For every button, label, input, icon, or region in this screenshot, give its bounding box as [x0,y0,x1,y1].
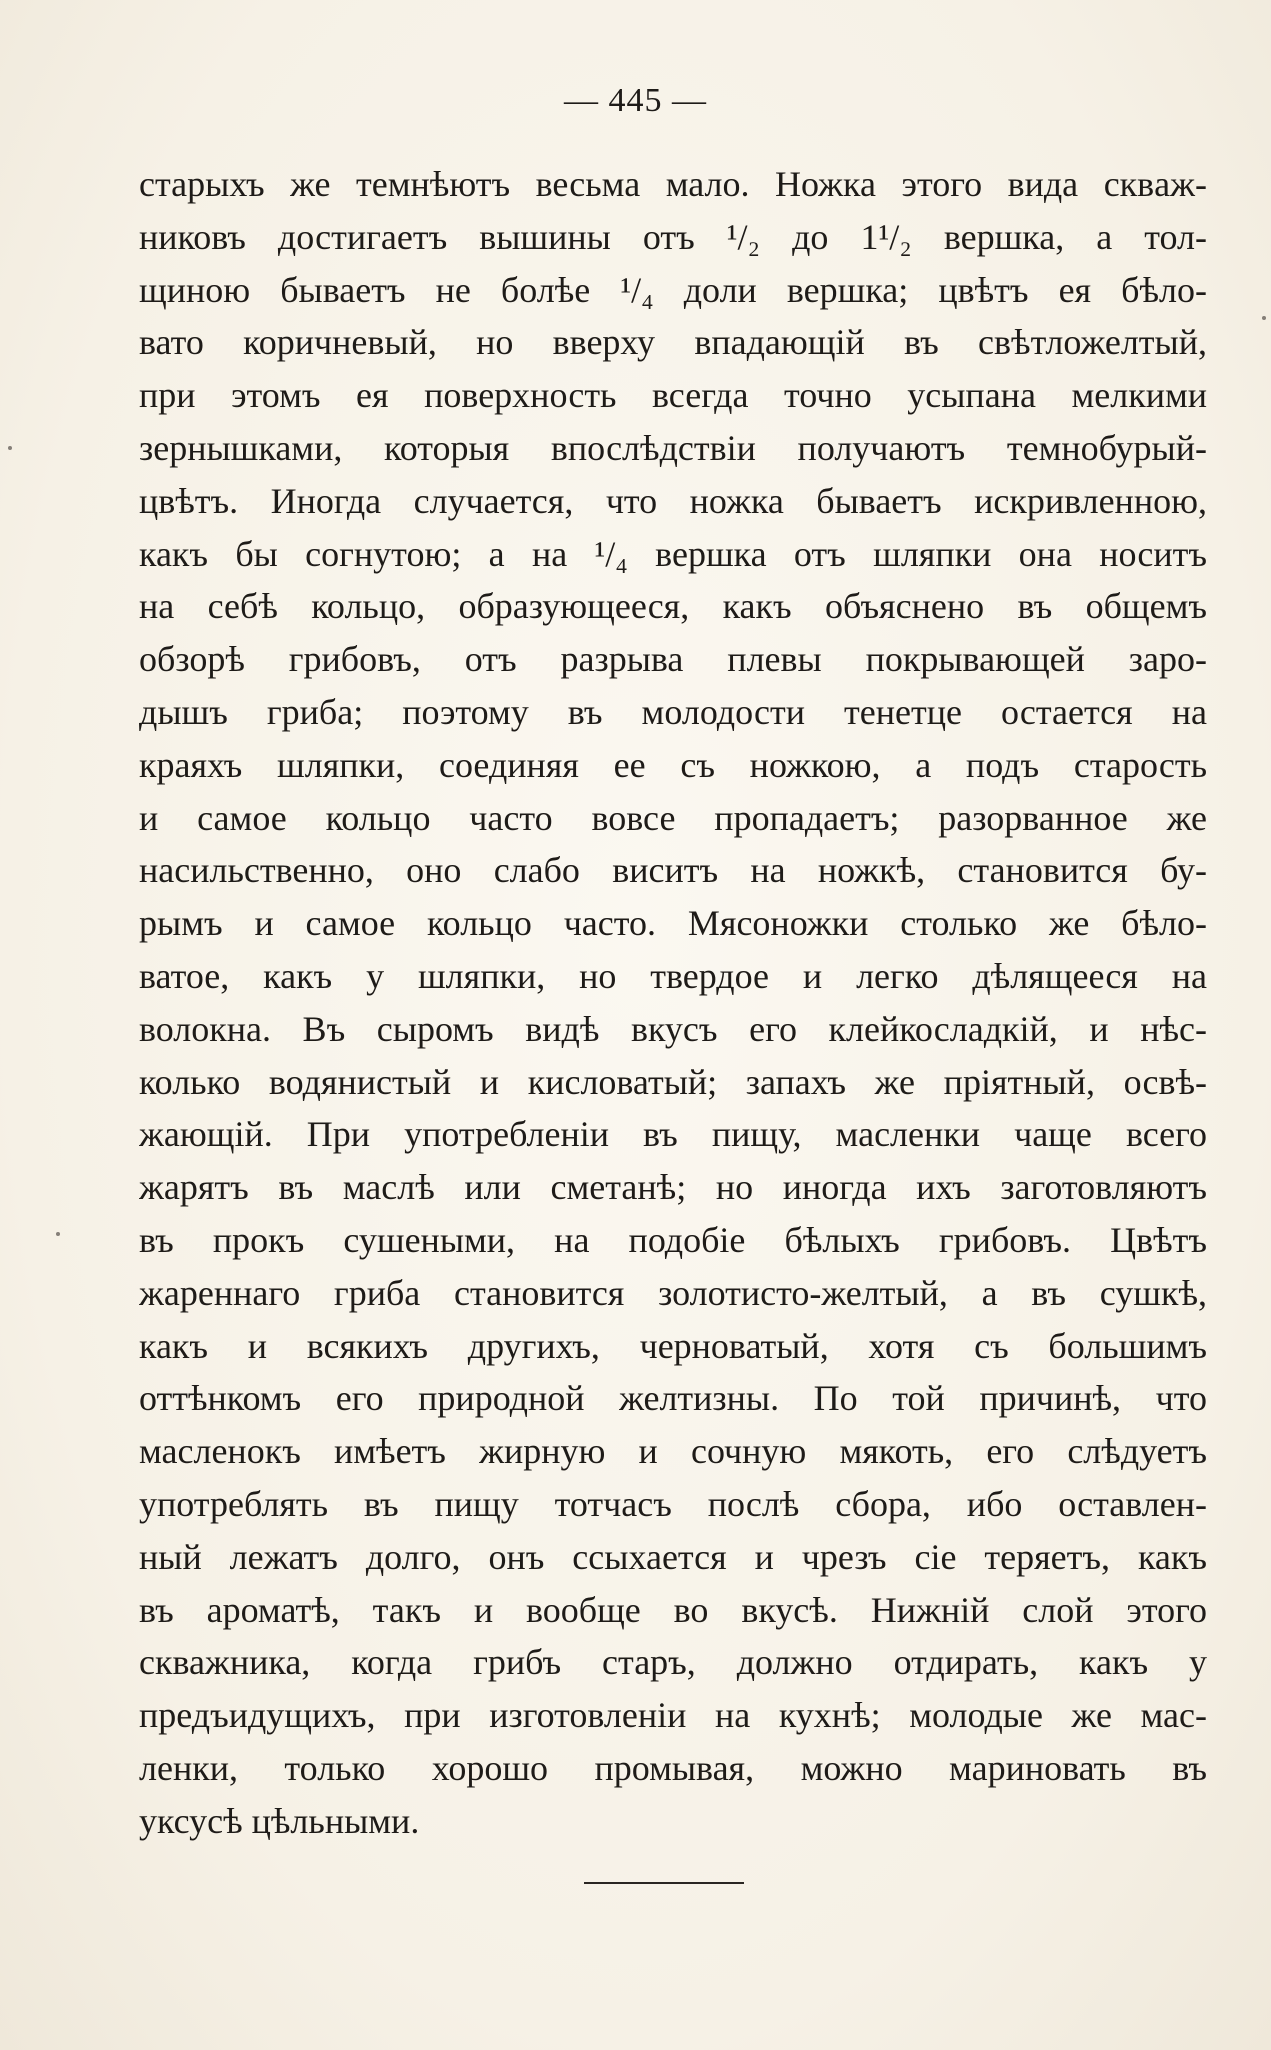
text-line: цвѣтъ. Иногда случается, что ножка бываетъ искривленною, [139,480,1207,521]
text-line: краяхъ шляпки, соединяя ее съ ножкою, а подъ старость [139,744,1207,785]
text-line: оттѣнкомъ его природной желтизны. По той причинѣ, что [139,1378,1207,1419]
speck-mark [8,446,12,450]
text-line: ленки, только хорошо промывая, можно мариновать въ [139,1747,1207,1788]
text-line: дышъ гриба; поэтому въ молодости тенетце остается на [139,691,1207,732]
text-line: при этомъ ея поверхность всегда точно усыпана мелкими [139,375,1207,416]
text-line: въ ароматѣ, такъ и вообще во вкусѣ. Нижній слой этого [139,1589,1207,1630]
text-line: какъ и всякихъ другихъ, черноватый, хотя съ большимъ [139,1325,1207,1366]
text-line: рымъ и самое кольцо часто. Мясоножки столько же бѣло- [139,903,1207,944]
text-line: щиною бываетъ не болѣе ¹/₄ доли вершка; цвѣтъ ея бѣло- [139,269,1207,310]
speck-mark [56,1232,60,1236]
end-rule [584,1882,744,1884]
text-line: старыхъ же темнѣютъ весьма мало. Ножка этого вида сквaж- [139,164,1207,204]
text-line: жающій. При употребленіи въ пищу, масленки чаще всего [139,1114,1207,1155]
text-line-last: уксусѣ цѣльными. [139,1800,420,1841]
text-line: употреблять въ пищу тотчасъ послѣ сбора, ибо оставлен- [139,1483,1207,1524]
text-line: какъ бы согнутою; а на ¹/₄ вершка отъ шляпки она носитъ [139,533,1207,574]
text-line: насильственно, оно слабо виситъ на ножкѣ, становится бу- [139,850,1207,891]
text-line: въ прокъ сушеными, на подобіе бѣлыхъ грибовъ. Цвѣтъ [139,1219,1207,1260]
text-line: вато коричневый, но вверху впадающій въ свѣтложелтый, [139,322,1207,363]
text-line: ватое, какъ у шляпки, но твердое и легко дѣлящееся на [139,955,1207,996]
body-text [139,158,1207,1848]
text-line: масленокъ имѣетъ жирную и сочную мякоть, его слѣдуетъ [139,1431,1207,1472]
text-line: жарятъ въ маслѣ или сметанѣ; но иногда ихъ заготовляютъ [139,1167,1207,1208]
text-line: колько водянистый и кисловатый; запахъ же пріятный, освѣ- [139,1061,1207,1102]
text-line: жареннаго гриба становится золотисто-желтый, а въ сушкѣ, [139,1272,1207,1313]
text-line: скважника, когда грибъ старъ, должно отдирать, какъ у [139,1642,1207,1683]
text-line: волокна. Въ сыромъ видѣ вкусъ его клейкосладкій, и нѣс- [139,1008,1207,1049]
text-line: на себѣ кольцо, образующееся, какъ объяснено въ общемъ [139,586,1207,627]
text-line: ный лежатъ долго, онъ ссыхается и чрезъ сіе теряетъ, какъ [139,1536,1207,1577]
text-line: и самое кольцо часто вовсе пропадаетъ; разорванное же [139,797,1207,838]
text-line: предъидущихъ, при изготовленіи на кухнѣ; молодые же мас- [139,1695,1207,1736]
speck-mark [1262,316,1266,320]
text-line: зернышками, которыя впослѣдствіи получаютъ темнобурый- [139,427,1207,468]
text-line: никовъ достигаетъ вышины отъ ¹/₂ до 1¹/₂ вершка, а тол- [139,216,1207,257]
text-line: обзорѣ грибовъ, отъ разрыва плевы покрывающей заро- [139,639,1207,680]
page-number: — 445 — [564,82,707,119]
